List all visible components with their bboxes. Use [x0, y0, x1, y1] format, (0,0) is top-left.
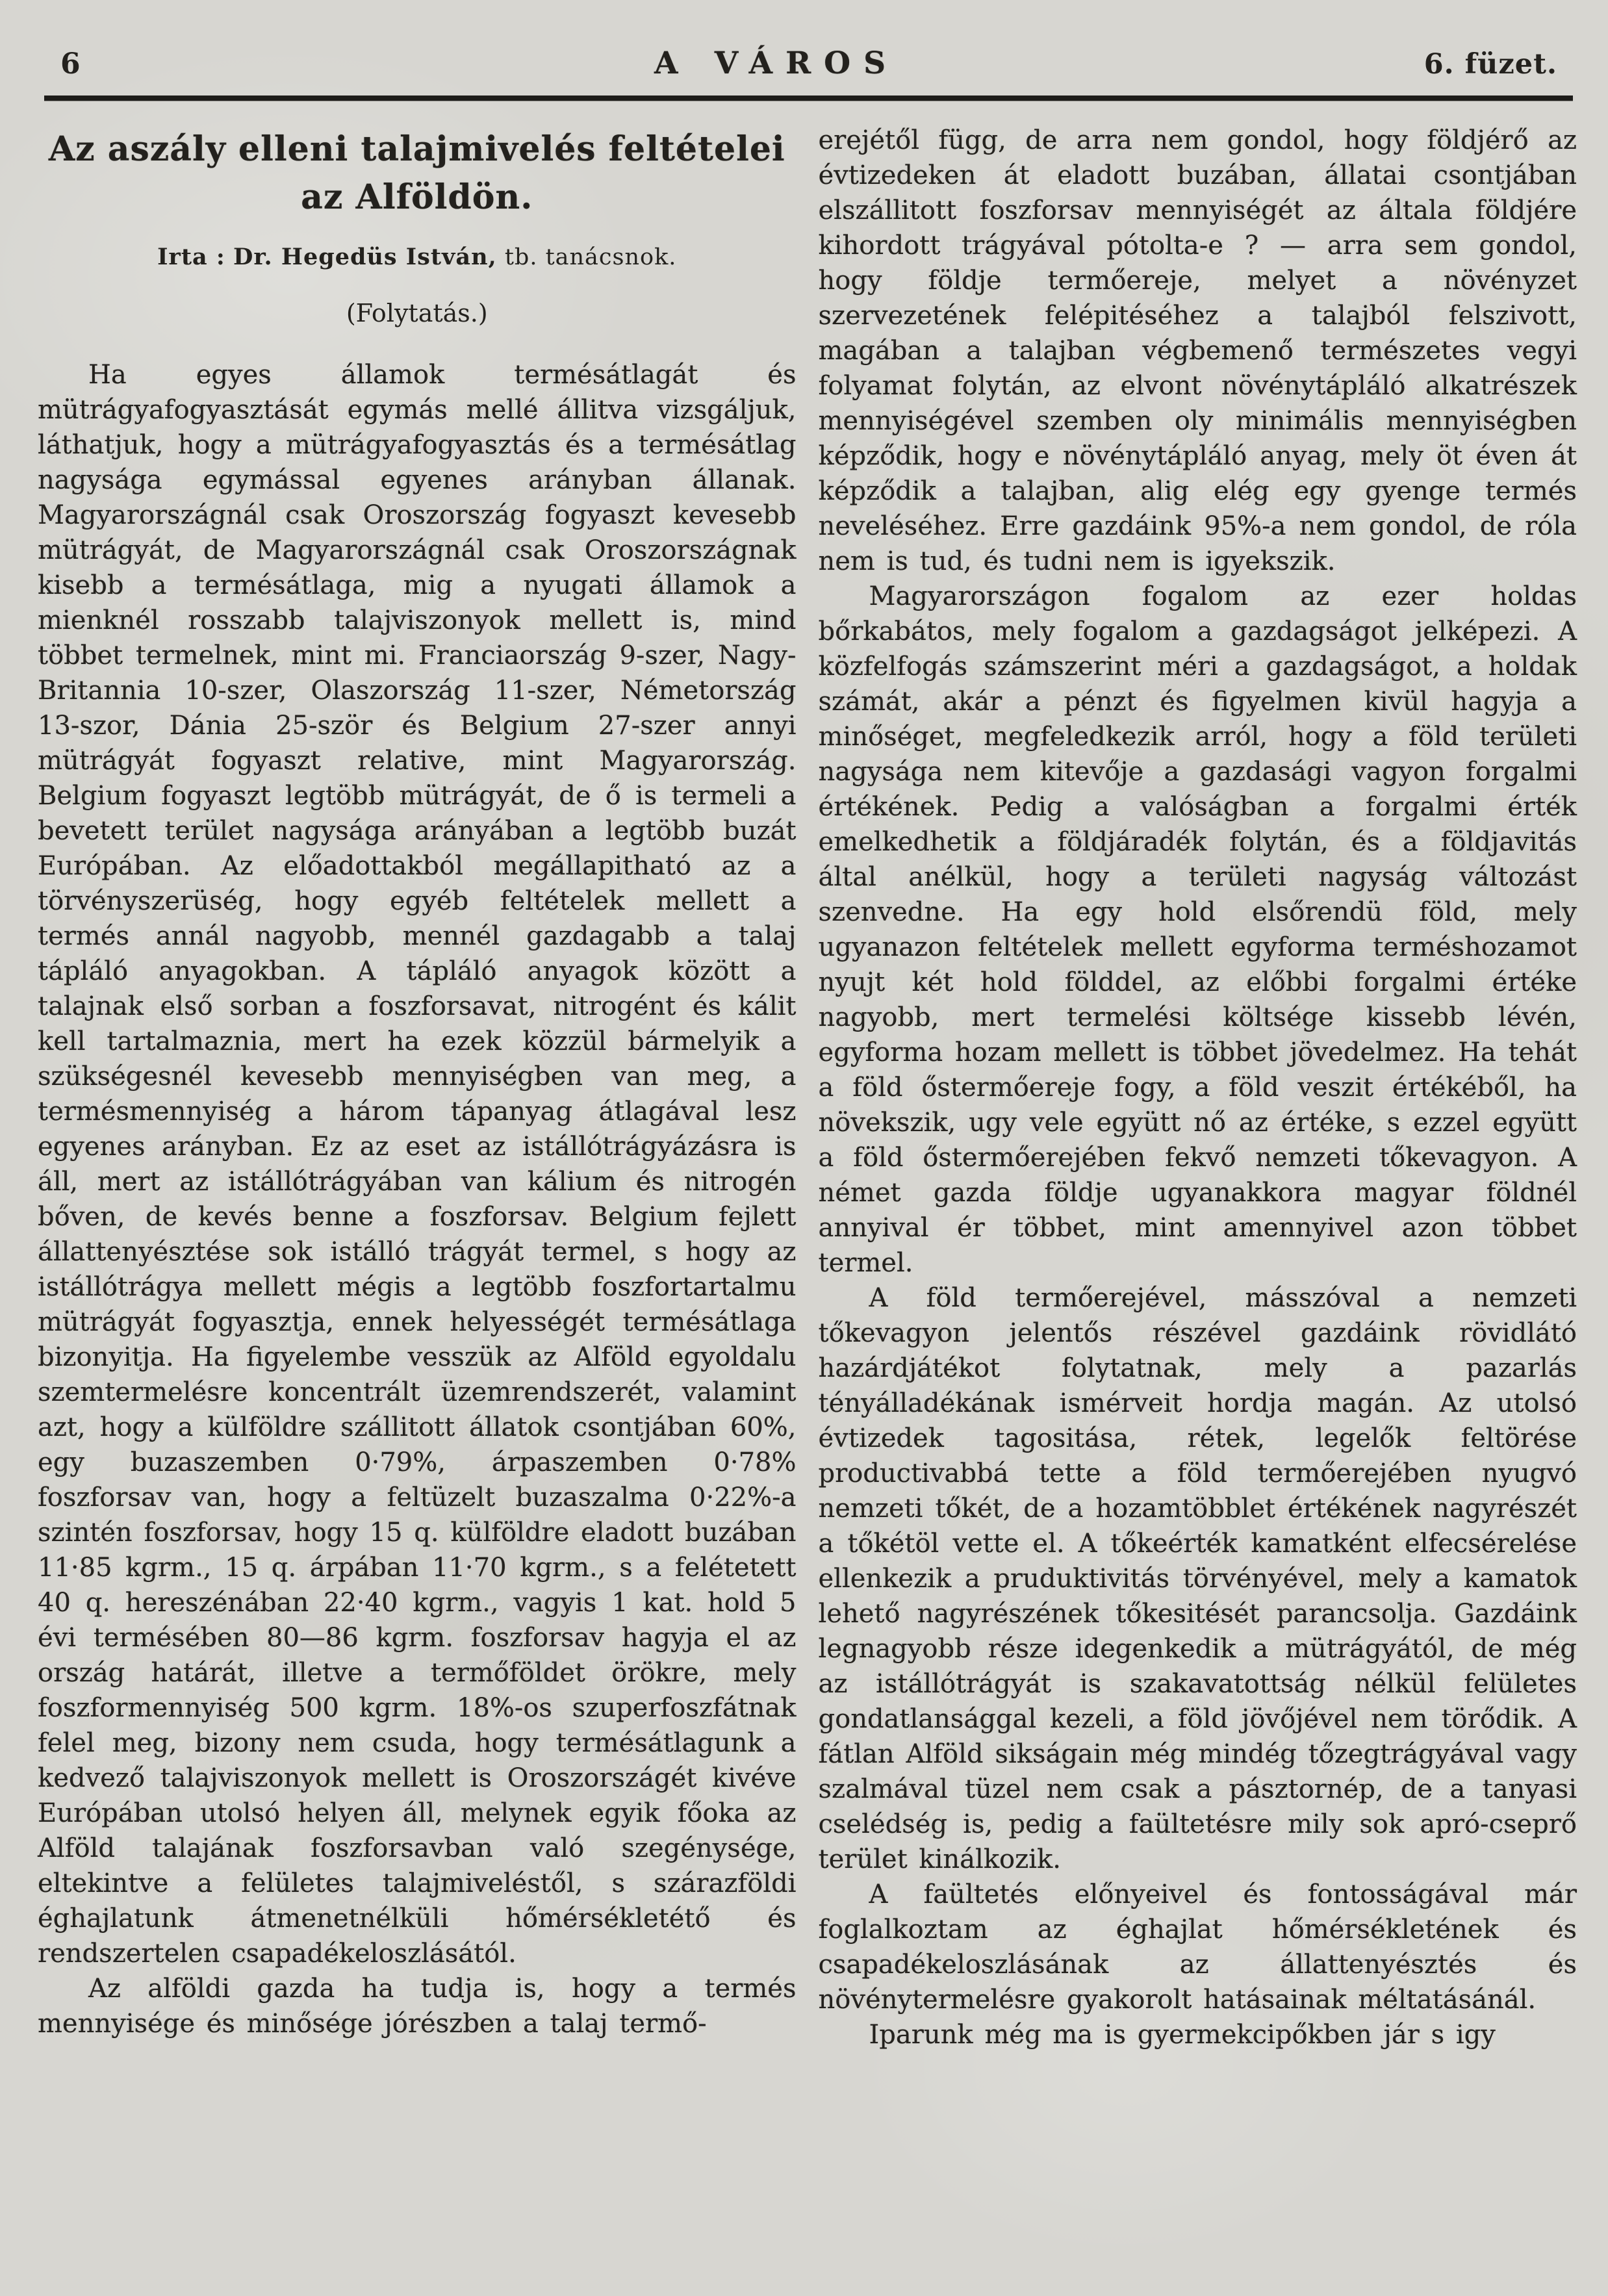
article-paragraph: Az alföldi gazda ha tudja is, hogy a termés mennyisége és minősége jórészben a talaj termő- — [38, 1974, 797, 2039]
masthead-rule — [44, 96, 1573, 101]
right-column — [819, 123, 1577, 2052]
article-title — [38, 125, 797, 222]
article-paragraph: Iparunk még ma is gyermekcipőkben jár s igy — [869, 2020, 1496, 2050]
byline-prefix: Irta : — [157, 244, 225, 270]
article-title-line2: az Alföldön. — [301, 177, 533, 217]
byline-role: tb. tanácsnok. — [504, 244, 677, 270]
article-paragraph: A faültetés előnyeivel és fontosságával már foglalkoztam az éghajlat hőmérsékletének és csapadékeloszlásának az állattenyésztés és növénytermelésre gyakorolt hatásainak méltatásánál. — [818, 1880, 1577, 2015]
article-columns — [38, 123, 1577, 2052]
journal-title: A VÁROS — [654, 45, 899, 81]
byline-author: Dr. Hegedüs István, — [233, 244, 497, 270]
article-paragraph: A föld termőerejével, másszóval a nemzeti tőkevagyon jelentős részével gazdáink rövidlátó hazárdjátékot folytatnak, mely a pazarlás tényálladékának ismérveit hordja magán. Az utolsó évtizedek tagositása, rétek, legelők feltörése productivabbá tette a föld termőerejében nyugvó nemzeti tőkét, de a hozamtöbblet értékének nagyrészét a tőkétöl vette el. A tőkeérték kamatként elfecsérelése ellenkezik a pruduktivitás törvényével, mely a kamatok lehető nagyrészének tőkesitését parancsolja. Gazdáink legnagyobb része idegenkedik a mütrágyától, de még az istállótrágyát is szakavatottság nélkül felületes gondatlansággal kezeli, a föld jövőjével nem törődik. A fátlan Alföld sikságain még mindég tőzegtrágyával vagy szalmával tüzel nem csak a pásztornép, de a tanyasi cselédség is, pedig a faültetésre mily sok apró-cseprő terület kinálkozik. — [818, 1283, 1577, 1874]
byline — [38, 244, 797, 270]
left-column-text — [38, 357, 797, 2041]
right-column-text — [819, 123, 1577, 2052]
page-number: 6 — [60, 47, 82, 81]
article-paragraph: Magyarországon fogalom az ezer holdas bőrkabátos, mely fogalom a gazdagságot jelképezi. A közfelfogás számszerint méri a gazdagságot, a holdak számát, akár a pénzt és figyelmen kivül hagyja a minőséget, megfeledkezik arról, hogy a föld területi nagysága nem kitevője a gazdasági vagyon forgalmi értékének. Pedig a valóságban a forgalmi érték emelkedhetik a földjáradék folytán, és a földjavitás által anélkül, hogy a területi nagyság változást szenvedne. Ha egy hold elsőrendü föld, mely ugyanazon feltételek mellett egyforma terméshozamot nyujt két hold földdel, az előbbi forgalmi értéke nagyobb, mert termelési költsége kissebb lévén, egyforma hozam mellett is többet jövedelmez. Ha tehát a föld őstermőereje fogy, a föld veszit értékéből, ha növekszik, ugy vele együtt nő az értéke, s ezzel együtt a föld őstermőerejében fekvő nemzeti tőkevagyon. A német gazda földje ugyanakkora magyar földnél annyival ér többet, mint amennyivel azon többet termel. — [818, 581, 1577, 1278]
masthead — [38, 45, 1577, 81]
article-title-line1: Az aszály elleni talajmivelés feltételei — [48, 129, 785, 169]
issue-label: 6. füzet. — [1423, 48, 1557, 81]
continuation-note: (Folytatás.) — [346, 299, 488, 327]
article-paragraph: erejétől függ, de arra nem gondol, hogy földjérő az évtizedeken át eladott buzában, állatai csontjában elszállitott foszforsav mennyiségét az általa földjére kihordott trágyával pótolta-e ? — arra sem gondol, hogy földje termőereje, melyet a növényzet szervezetének felépitéséhez a talajból felszivott, magában a talajban végbemenő természetes vegyi folyamat folytán, az elvont növénytápláló alkatrészek mennyiségével szemben oly minimális mennyiségben képződik, hogy e növénytápláló anyag, mely öt éven át képződik a talajban, alig elég egy gyenge termés neveléséhez. Erre gazdáink 95%-a nem gondol, de róla nem is tud, és tudni nem is igyekszik. — [818, 125, 1577, 576]
left-column — [38, 123, 797, 2052]
article-paragraph: Ha egyes államok termésátlagát és mütrágyafogyasztását egymás mellé állitva vizsgáljuk, láthatjuk, hogy a mütrágyafogyasztás és a termésátlag nagysága egymással egyenes arányban állanak. Magyarországnál csak Oroszország fogyaszt kevesebb mütrágyát, de Magyarországnál csak Oroszországnak kisebb a termésátlaga, mig a nyugati államok a mienknél rosszabb talajviszonyok mellett is, mind többet termelnek, mint mi. Franciaország 9-szer, Nagy-Britannia 10-szer, Olaszország 11-szer, Németország 13-szor, Dánia 25-ször és Belgium 27-szer annyi mütrágyát fogyaszt relative, mint Magyarország. Belgium fogyaszt legtöbb mütrágyát, de ő is termeli a bevetett terület nagysága arányában a legtöbb buzát Európában. Az előadottakból megállapitható az a törvényszerüség, hogy egyéb feltételek mellett a termés annál nagyobb, mennél gazdagabb a talaj tápláló anyagokban. A tápláló anyagok között a talajnak első sorban a foszforsavat, nitrogént és kálit kell tartalmaznia, mert ha ezek közzül bármelyik a szükségesnél kevesebb mennyiségben van meg, a termésmennyiség a három tápanyag átlagával lesz egyenes arányban. Ez az eset az istállótrágyázásra is áll, mert az istállótrágyában van kálium és nitrogén bőven, de kevés benne a foszforsav. Belgium fejlett állattenyésztése sok istálló trágyát termel, s hogy az istállótrágya mellett mégis a legtöbb foszfortartalmu mütrágyát fogyasztja, ennek helyességét termésátlaga bizonyitja. Ha figyelembe vesszük az Alföld egyoldalu szemtermelésre koncentrált üzemrendszerét, valamint azt, hogy a külföldre szállitott állatok csontjában 60%, egy buzaszemben 0·79%, árpaszemben 0·78% foszforsav van, hogy a feltüzelt buzaszalma 0·22%-a szintén foszforsav, hogy 15 q. külföldre eladott buzában 11·85 kgrm., 15 q. árpában 11·70 kgrm., s a felétetett 40 q. hereszénában 22·40 kgrm., vagyis 1 kat. hold 5 évi termésében 80—86 kgrm. foszforsav hagyja el az ország határát, illetve a termőföldet örökre, mely foszformennyiség 500 kgrm. 18%-os szuperfoszfátnak felel meg, bizony nem csuda, hogy termésátlagunk a kedvező talajviszonyok mellett is Oroszországét kivéve Európában utolsó helyen áll, melynek egyik főoka az Alföld talajának foszforsavban való szegénysége, eltekintve a felületes talajmiveléstől, s szárazföldi éghajlatunk átmenetnélküli hőmérsékletétő és rendszertelen csapadékeloszlásától. — [38, 360, 797, 1969]
